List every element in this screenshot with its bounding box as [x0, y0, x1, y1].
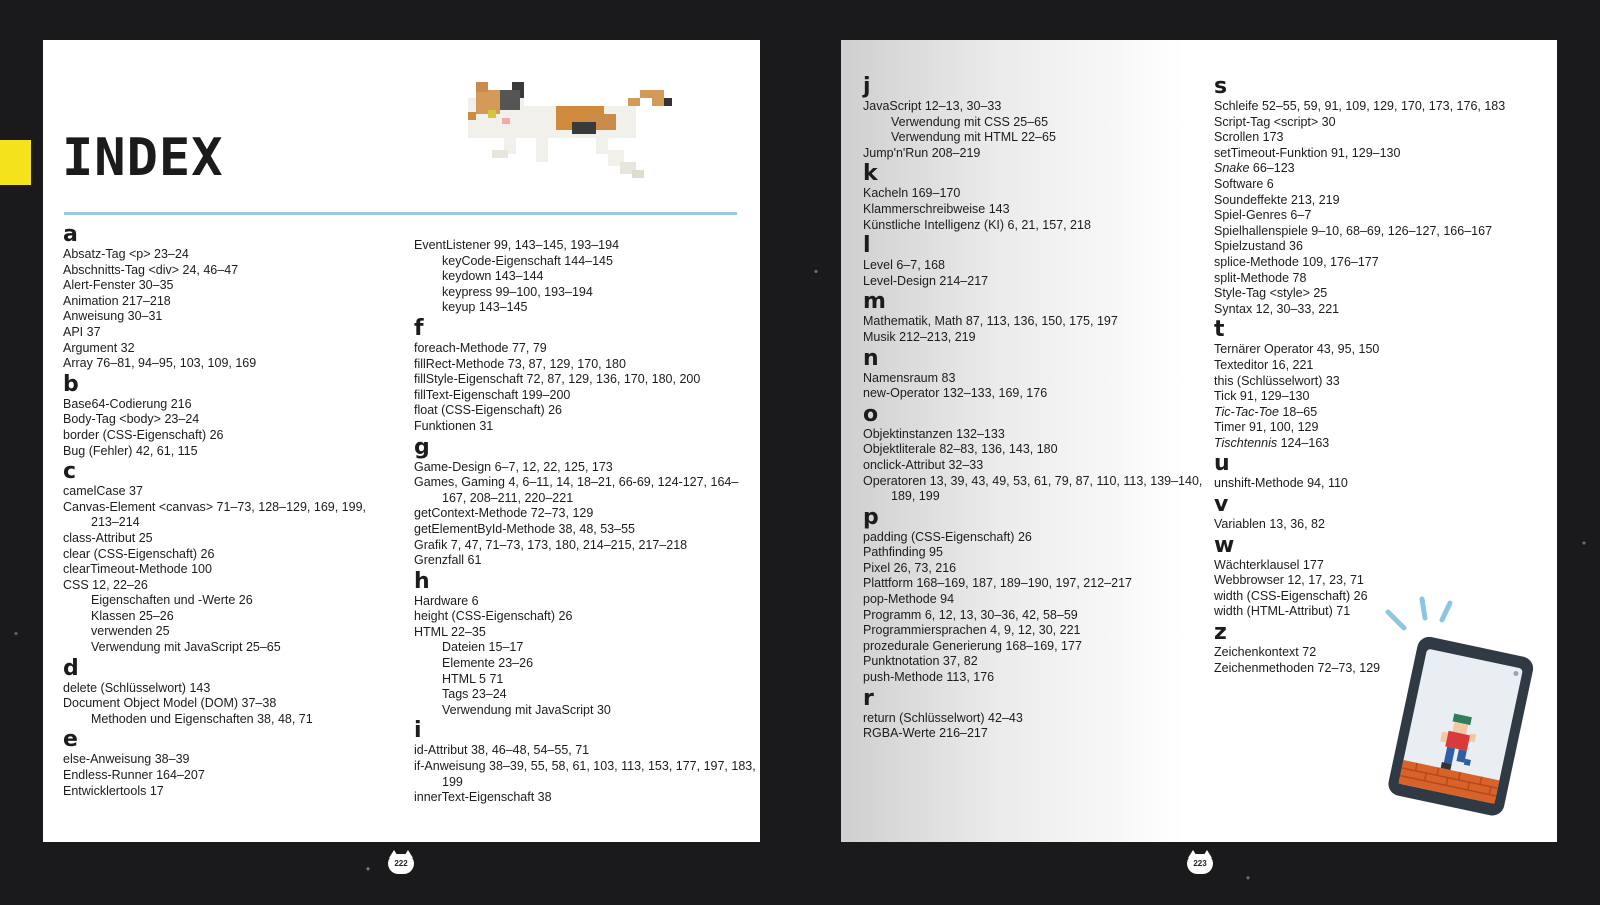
index-entry: EventListener 99, 143–145, 193–194: [414, 238, 620, 252]
index-entry: height (CSS-Eigenschaft) 26: [414, 609, 573, 624]
index-entry: getContext-Methode 72–73, 129: [414, 506, 594, 521]
index-subentry: Dateien 15–17: [442, 640, 524, 655]
index-subentry: Eigenschaften und -Werte 26: [91, 593, 253, 608]
index-entry: Animation 217–218: [63, 293, 171, 308]
index-letter-c: c: [63, 459, 77, 485]
index-entry: Punktnotation 37, 82: [863, 654, 978, 669]
index-entry: Zeichenkontext 72: [1214, 645, 1317, 660]
index-entry: Pathfinding 95: [863, 545, 943, 560]
index-letter-v: v: [1214, 492, 1229, 518]
index-entry: border (CSS-Eigenschaft) 26: [63, 427, 224, 442]
index-entry: Kacheln 169–170: [863, 186, 961, 201]
index-entry: Document Object Model (DOM) 37–38: [63, 696, 277, 711]
index-entry: camelCase 37: [63, 484, 143, 499]
index-entry: Variablen 13, 36, 82: [1214, 517, 1325, 532]
index-letter-f: f: [414, 315, 424, 341]
index-entry: Anweisung 30–31: [63, 309, 163, 324]
index-entry: Tic-Tac-Toe 18–65: [1214, 404, 1318, 419]
tablet-with-pixel-character-illustration: [1380, 595, 1540, 825]
signal-lines: [1388, 599, 1450, 628]
index-entry: Timer 91, 100, 129: [1214, 420, 1319, 435]
index-entry: Texteditor 16, 221: [1214, 357, 1314, 372]
index-entry: Argument 32: [63, 340, 135, 355]
index-entry: Level-Design 214–217: [863, 273, 989, 288]
index-entry: Zeichenmethoden 72–73, 129: [1214, 660, 1381, 675]
index-entry: JavaScript 12–13, 30–33: [863, 99, 1002, 113]
index-column-1: [63, 222, 391, 799]
index-entry: new-Operator 132–133, 169, 176: [863, 386, 1048, 401]
index-entry: Entwicklertools 17: [63, 783, 164, 798]
index-entry: Alert-Fenster 30–35: [63, 278, 174, 293]
index-entry: if-Anweisung 38–39, 55, 58, 61, 103, 113, 153, 177, 197, 183, 199: [414, 759, 756, 789]
index-entry: API 37: [63, 324, 101, 339]
index-letter-n: n: [863, 345, 879, 371]
index-entry: Absatz-Tag <p> 23–24: [63, 247, 189, 261]
index-entry: else-Anweisung 38–39: [63, 752, 190, 767]
index-letter-j: j: [863, 74, 871, 99]
index-letter-u: u: [1214, 451, 1230, 477]
index-entry: Tischtennis 124–163: [1214, 435, 1330, 450]
index-entry: class-Attribut 25: [63, 530, 153, 545]
index-entry: Funktionen 31: [414, 418, 494, 433]
index-entry: split-Methode 78: [1214, 270, 1307, 285]
index-entry: Endless-Runner 164–207: [63, 768, 205, 783]
index-entry: Ternärer Operator 43, 95, 150: [1214, 342, 1380, 357]
index-subentry: Verwendung mit HTML 22–65: [891, 130, 1056, 145]
index-entry: return (Schlüsselwort) 42–43: [863, 710, 1023, 725]
index-entry: width (HTML-Attribut) 71: [1214, 604, 1351, 619]
page-number-right: [1187, 850, 1213, 874]
index-entry: HTML 22–35: [414, 624, 486, 639]
index-entry: Mathematik, Math 87, 113, 136, 150, 175, 197: [863, 314, 1118, 329]
index-letter-m: m: [863, 289, 886, 315]
index-entry: Klammerschreibweise 143: [863, 201, 1010, 216]
index-subentry: HTML 5 71: [442, 671, 504, 686]
index-entry: prozedurale Generierung 168–169, 177: [863, 638, 1082, 653]
index-letter-p: p: [863, 504, 879, 530]
index-entry: push-Methode 113, 176: [863, 670, 995, 685]
index-column-2: [414, 238, 762, 806]
index-entry: Programmiersprachen 4, 9, 12, 30, 221: [863, 623, 1081, 638]
index-entry: Spielzustand 36: [1214, 239, 1303, 254]
index-entry: setTimeout-Funktion 91, 129–130: [1214, 145, 1401, 160]
index-column-4: [1214, 74, 1505, 676]
index-entry: Wächterklausel 177: [1214, 557, 1324, 572]
index-subentry: keypress 99–100, 193–194: [442, 284, 593, 299]
index-entry: Pixel 26, 73, 216: [863, 560, 957, 575]
index-entry: foreach-Methode 77, 79: [414, 340, 547, 355]
index-entry: Künstliche Intelligenz (KI) 6, 21, 157, 218: [863, 217, 1091, 232]
index-entry: id-Attribut 38, 46–48, 54–55, 71: [414, 743, 590, 758]
index-entry: innerText-Eigenschaft 38: [414, 790, 552, 805]
title-divider: [64, 212, 737, 215]
index-letter-s: s: [1214, 74, 1228, 99]
index-entry: Level 6–7, 168: [863, 258, 946, 273]
index-entry: Spiel-Genres 6–7: [1214, 208, 1312, 223]
index-entry: float (CSS-Eigenschaft) 26: [414, 403, 562, 418]
index-column-3: [863, 74, 1211, 742]
index-letter-e: e: [63, 727, 78, 753]
index-letter-z: z: [1214, 620, 1227, 646]
index-entry: fillRect-Methode 73, 87, 129, 170, 180: [414, 356, 626, 371]
index-entry: Abschnitts-Tag <div> 24, 46–47: [63, 262, 239, 277]
index-entry: clear (CSS-Eigenschaft) 26: [63, 546, 215, 561]
index-entry: unshift-Methode 94, 110: [1214, 476, 1348, 491]
index-entry: fillStyle-Eigenschaft 72, 87, 129, 136, 170, 180, 200: [414, 372, 701, 387]
page-number-left-text: 222: [394, 859, 408, 868]
page-number-left: [388, 850, 414, 874]
index-entry: Spielhallenspiele 9–10, 68–69, 126–127, 166–167: [1214, 223, 1493, 238]
index-entry: Body-Tag <body> 23–24: [63, 412, 200, 427]
pixel-cat-illustration: [468, 82, 684, 190]
index-entry: splice-Methode 109, 176–177: [1214, 254, 1379, 269]
index-entry: Style-Tag <style> 25: [1214, 286, 1328, 301]
index-subentry: keyup 143–145: [442, 300, 528, 315]
index-letter-i: i: [414, 718, 422, 744]
index-entry: Webbrowser 12, 17, 23, 71: [1214, 573, 1364, 588]
index-entry: Namensraum 83: [863, 370, 956, 385]
index-subentry: keydown 143–144: [442, 269, 544, 284]
index-letter-t: t: [1214, 317, 1225, 343]
index-entry: Game-Design 6–7, 12, 22, 125, 173: [414, 459, 613, 474]
index-entry: RGBA-Werte 216–217: [863, 726, 988, 741]
index-entry: Snake 66–123: [1214, 161, 1295, 176]
index-entry: Objektliterale 82–83, 136, 143, 180: [863, 442, 1058, 457]
index-entry: delete (Schlüsselwort) 143: [63, 680, 211, 695]
index-entry: Canvas-Element <canvas> 71–73, 128–129, 169, 199, 213–214: [63, 499, 366, 530]
index-entry: pop-Methode 94: [863, 592, 955, 607]
index-letter-o: o: [863, 401, 879, 427]
index-subentry: Klassen 25–26: [91, 608, 174, 623]
index-entry: Plattform 168–169, 187, 189–190, 197, 212–217: [863, 576, 1132, 591]
index-entry: Objektinstanzen 132–133: [863, 426, 1005, 441]
index-entry: Array 76–81, 94–95, 103, 109, 169: [63, 356, 257, 371]
index-entry: Grafik 7, 47, 71–73, 173, 180, 214–215, 217–218: [414, 537, 688, 552]
page-title: INDEX: [62, 128, 224, 188]
index-entry: Script-Tag <script> 30: [1214, 114, 1336, 129]
index-entry: Base64-Codierung 216: [63, 396, 192, 411]
index-entry: onclick-Attribut 32–33: [863, 457, 984, 472]
index-entry: Musik 212–213, 219: [863, 329, 976, 344]
index-letter-k: k: [863, 161, 878, 187]
index-letter-h: h: [414, 568, 430, 594]
tablet-device: [1386, 635, 1535, 818]
index-entry: Grenzfall 61: [414, 553, 482, 568]
index-entry: Games, Gaming 4, 6–11, 14, 18–21, 66-69, 124-127, 164–167, 208–211, 220–221: [414, 475, 739, 505]
index-subentry: Methoden und Eigenschaften 38, 48, 71: [91, 711, 313, 726]
index-entry: Scrollen 173: [1214, 130, 1284, 145]
index-entry: CSS 12, 22–26: [63, 577, 148, 592]
index-subentry: Elemente 23–26: [442, 656, 534, 671]
index-letter-d: d: [63, 655, 79, 681]
index-subentry: Tags 23–24: [442, 687, 507, 702]
index-subentry: Verwendung mit JavaScript 25–65: [91, 640, 281, 655]
index-letter-a: a: [63, 222, 78, 247]
index-entry: Software 6: [1214, 176, 1274, 191]
index-entry: this (Schlüsselwort) 33: [1214, 373, 1340, 388]
index-entry: Jump'n'Run 208–219: [863, 145, 981, 160]
index-letter-w: w: [1214, 532, 1235, 558]
index-letter-r: r: [863, 685, 874, 711]
index-entry: Syntax 12, 30–33, 221: [1214, 301, 1340, 316]
index-letter-l: l: [863, 233, 871, 259]
index-entry: Bug (Fehler) 42, 61, 115: [63, 443, 198, 458]
index-subentry: verwenden 25: [91, 624, 170, 639]
index-entry: clearTimeout-Methode 100: [63, 562, 212, 577]
index-entry: Tick 91, 129–130: [1214, 389, 1310, 404]
index-entry: Programm 6, 12, 13, 30–36, 42, 58–59: [863, 607, 1078, 622]
pixel-cat: [468, 82, 672, 178]
index-letter-b: b: [63, 371, 79, 397]
index-subentry: keyCode-Eigenschaft 144–145: [442, 253, 613, 268]
index-entry: Soundeffekte 213, 219: [1214, 192, 1340, 207]
index-entry: Schleife 52–55, 59, 91, 109, 129, 170, 173, 176, 183: [1214, 99, 1506, 113]
index-subentry: Verwendung mit CSS 25–65: [891, 114, 1049, 129]
index-entry: padding (CSS-Eigenschaft) 26: [863, 529, 1032, 544]
index-entry: Hardware 6: [414, 593, 479, 608]
index-entry: fillText-Eigenschaft 199–200: [414, 387, 571, 402]
index-subentry: Verwendung mit JavaScript 30: [442, 702, 611, 717]
index-entry: width (CSS-Eigenschaft) 26: [1214, 588, 1368, 603]
index-letter-g: g: [414, 434, 430, 460]
page-number-right-text: 223: [1193, 859, 1207, 868]
index-entry: getElementById-Methode 38, 48, 53–55: [414, 521, 635, 536]
chapter-tab-marker: [0, 140, 31, 185]
index-entry: Operatoren 13, 39, 43, 49, 53, 61, 79, 87, 110, 113, 139–140, 189, 199: [863, 473, 1203, 504]
